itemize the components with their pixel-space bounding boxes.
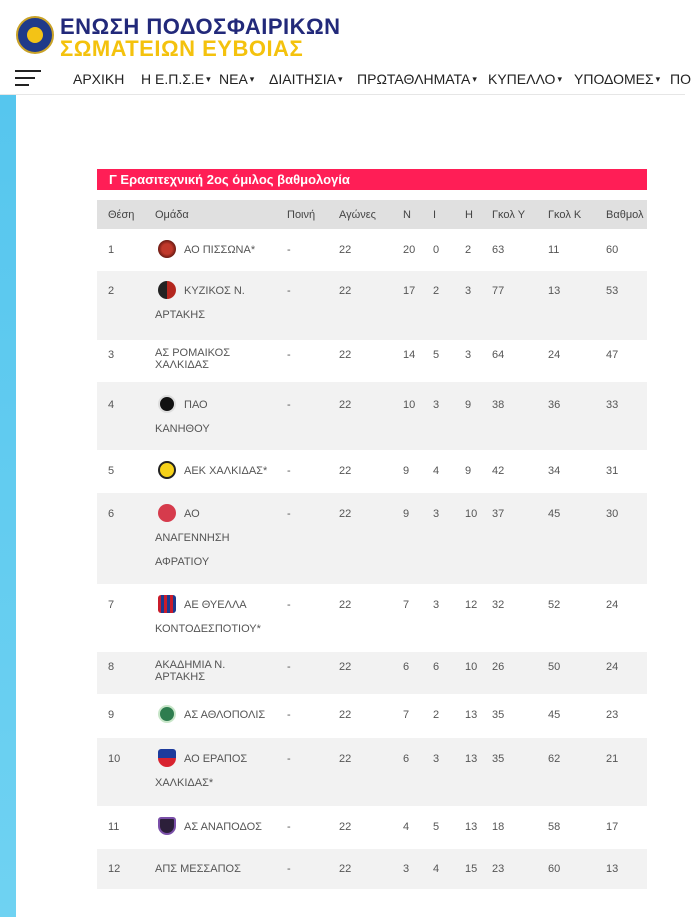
wins-cell: 17 [403,285,416,297]
points-cell: 53 [606,285,619,297]
nav-cup[interactable] [488,71,562,87]
penalty-cell: - [287,821,291,833]
table-row[interactable] [97,652,647,694]
team-name[interactable]: ΑΡΤΑΚΗΣ [155,671,205,683]
site-title-line1[interactable]: ΕΝΩΣΗ ΠΟΔΟΣΦΑΙΡΙΚΩΝ [60,14,341,39]
team-name[interactable]: ΑΕ ΘΥΕΛΛΑ [184,599,247,611]
draws-cell: 5 [433,349,440,361]
position-cell: 4 [108,399,115,411]
yellow-eagle-crest-icon [158,461,176,479]
chevron-down-icon: ▾ [249,74,255,84]
points-cell: 33 [606,399,619,411]
points-cell: 24 [606,661,619,673]
red-black-crest-icon [158,281,176,299]
col-losses-header: Η [465,209,473,221]
table-row[interactable] [97,738,647,806]
goals-against-cell: 58 [548,821,561,833]
penalty-cell: - [287,661,291,673]
col-position-header: Θέση [108,209,135,221]
wins-cell: 9 [403,465,410,477]
played-cell: 22 [339,508,352,520]
goals-for-cell: 37 [492,508,505,520]
position-cell: 9 [108,709,115,721]
goals-for-cell: 77 [492,285,505,297]
nav-more[interactable] [670,71,691,87]
wins-cell: 7 [403,709,410,721]
goals-against-cell: 45 [548,709,561,721]
losses-cell: 3 [465,349,472,361]
wins-cell: 9 [403,508,410,520]
position-cell: 2 [108,285,115,297]
position-cell: 8 [108,661,115,673]
chevron-down-icon: ▾ [338,74,343,84]
team-name[interactable]: ΑΟ ΠΙΣΣΩΝΑ* [184,244,256,256]
goals-against-cell: 11 [548,244,560,256]
col-draws-header: Ι [433,209,437,221]
wins-cell: 6 [403,661,410,673]
table-row[interactable] [97,493,647,584]
nav-label: Η Ε.Π.Σ.Ε [141,71,205,87]
nav-label: ΝΕΑ [219,71,248,87]
position-cell: 10 [108,753,121,765]
col-goals-for-header: Γκολ Υ [492,209,526,221]
played-cell: 22 [339,244,352,256]
table-row[interactable] [97,694,647,738]
penalty-cell: - [287,244,291,256]
played-cell: 22 [339,753,352,765]
team-name[interactable]: ΚΟΝΤΟΔΕΣΠΟΤΙΟΥ* [155,623,261,635]
team-name[interactable]: ΑΟ ΕΡΑΠΟΣ [184,753,248,765]
losses-cell: 9 [465,465,472,477]
nav-championships[interactable] [357,71,477,87]
draws-cell: 3 [433,508,440,520]
goals-for-cell: 35 [492,709,505,721]
position-cell: 5 [108,465,115,477]
position-cell: 7 [108,599,115,611]
goals-against-cell: 62 [548,753,561,765]
team-name[interactable]: ΚΑΝΗΘΟΥ [155,423,210,435]
played-cell: 22 [339,821,352,833]
wins-cell: 10 [403,399,416,411]
chevron-down-icon: ▾ [472,74,477,84]
goals-against-cell: 13 [548,285,561,297]
nav-news[interactable] [219,71,254,87]
goals-against-cell: 60 [548,863,561,875]
blue-red-shield-crest-icon [158,749,176,767]
table-row[interactable] [97,849,647,889]
losses-cell: 12 [465,599,478,611]
red-dragon-crest-icon [158,240,176,258]
table-row[interactable] [97,340,647,382]
losses-cell: 9 [465,399,472,411]
losses-cell: 15 [465,863,478,875]
red-blue-striped-crest-icon [158,595,176,613]
penalty-cell: - [287,753,291,765]
draws-cell: 2 [433,285,440,297]
team-name[interactable]: ΑΦΡΑΤΙΟΥ [155,556,210,568]
losses-cell: 3 [465,285,472,297]
col-goals-against-header: Γκολ Κ [548,209,582,221]
left-accent-strip [0,95,16,917]
penalty-cell: - [287,863,291,875]
team-name[interactable]: ΑΡΤΑΚΗΣ [155,309,205,321]
points-cell: 31 [606,465,619,477]
chevron-down-icon: ▾ [655,74,661,84]
team-name[interactable]: ΧΑΛΚΙΔΑΣ [155,359,209,371]
nav-label: ΚΥΠΕΛΛΟ [488,71,556,87]
penalty-cell: - [287,709,291,721]
draws-cell: 0 [433,244,440,256]
penalty-cell: - [287,465,291,477]
points-cell: 60 [606,244,619,256]
played-cell: 22 [339,465,352,477]
points-cell: 47 [606,349,619,361]
team-name[interactable]: ΑΟ [184,508,200,520]
penalty-cell: - [287,508,291,520]
nav-label: ΥΠΟΔΟΜΕΣ [574,71,654,87]
penalty-cell: - [287,399,291,411]
standings-title: Γ Ερασιτεχνική 2ος όμιλος βαθμολογία [97,169,647,190]
played-cell: 22 [339,599,352,611]
nav-epse[interactable] [141,71,211,87]
draws-cell: 2 [433,709,440,721]
table-row[interactable] [97,382,647,450]
col-wins-header: Ν [403,209,411,221]
main-navigation [0,64,691,95]
goals-for-cell: 18 [492,821,505,833]
chevron-down-icon: ▾ [557,74,562,84]
points-cell: 23 [606,709,619,721]
goals-for-cell: 63 [492,244,505,256]
black-bird-crest-icon [158,395,176,413]
losses-cell: 13 [465,709,478,721]
goals-for-cell: 35 [492,753,505,765]
hamburger-menu-icon[interactable] [15,70,41,88]
played-cell: 22 [339,285,352,297]
position-cell: 11 [108,821,120,833]
goals-against-cell: 50 [548,661,561,673]
team-name[interactable]: ΑΣ ΑΝΑΠΟΔΟΣ [184,821,262,833]
draws-cell: 5 [433,821,440,833]
goals-against-cell: 34 [548,465,561,477]
table-row[interactable] [97,271,647,340]
points-cell: 21 [606,753,619,765]
table-row[interactable] [97,229,647,271]
table-row[interactable] [97,806,647,849]
chevron-down-icon: ▾ [206,74,211,84]
draws-cell: 4 [433,863,440,875]
table-header-row [97,200,647,229]
nav-home[interactable] [73,71,124,87]
red-a-crest-icon [158,504,176,522]
team-name[interactable]: ΑΣ ΡΟΜΑΙΚΟΣ [155,347,230,359]
draws-cell: 3 [433,599,440,611]
site-header [0,0,685,65]
team-name[interactable]: ΑΕΚ ΧΑΛΚΙΔΑΣ* [184,465,268,477]
nav-refereeing[interactable] [269,71,343,87]
nav-infrastructure[interactable] [574,71,660,87]
goals-for-cell: 26 [492,661,505,673]
green-crest-icon [158,705,176,723]
penalty-cell: - [287,285,291,297]
wins-cell: 3 [403,863,410,875]
played-cell: 22 [339,863,352,875]
penalty-cell: - [287,599,291,611]
wins-cell: 4 [403,821,410,833]
goals-against-cell: 36 [548,399,561,411]
losses-cell: 10 [465,661,478,673]
nav-label: ΠΟ [670,71,691,87]
position-cell: 1 [108,244,115,256]
team-name[interactable]: ΑΣ ΑΘΛΟΠΟΛΙΣ [184,709,266,721]
nav-label: ΑΡΧΙΚΗ [73,71,125,87]
col-penalty-header: Ποινή [287,209,316,221]
col-team-header: Ομάδα [155,209,189,221]
position-cell: 3 [108,349,115,361]
wins-cell: 14 [403,349,416,361]
wins-cell: 7 [403,599,410,611]
site-title-line2[interactable]: ΣΩΜΑΤΕΙΩΝ ΕΥΒΟΙΑΣ [60,36,304,61]
standings-table [97,200,647,889]
draws-cell: 6 [433,661,440,673]
losses-cell: 13 [465,821,478,833]
team-name[interactable]: ΧΑΛΚΙΔΑΣ* [155,777,214,789]
col-played-header: Αγώνες [339,209,376,221]
nav-label: ΔΙΑΙΤΗΣΙΑ [269,71,337,87]
nav-label: ΠΡΩΤΑΘΛΗΜΑΤΑ [357,71,471,87]
team-name[interactable]: ΠΑΟ [184,399,208,411]
goals-against-cell: 24 [548,349,561,361]
points-cell: 24 [606,599,619,611]
points-cell: 30 [606,508,619,520]
losses-cell: 2 [465,244,472,256]
played-cell: 22 [339,399,352,411]
team-name[interactable]: ΚΥΖΙΚΟΣ Ν. [184,285,245,297]
team-name[interactable]: ΑΠΣ ΜΕΣΣΑΠΟΣ [155,863,241,875]
purple-shield-crest-icon [158,817,176,835]
played-cell: 22 [339,661,352,673]
goals-for-cell: 42 [492,465,505,477]
team-name[interactable]: ΑΚΑΔΗΜΙΑ Ν. [155,659,226,671]
played-cell: 22 [339,709,352,721]
points-cell: 17 [606,821,619,833]
points-cell: 13 [606,863,619,875]
draws-cell: 3 [433,399,440,411]
team-name[interactable]: ΑΝΑΓΕΝΝΗΣΗ [155,532,230,544]
penalty-cell: - [287,349,291,361]
goals-against-cell: 45 [548,508,561,520]
losses-cell: 10 [465,508,478,520]
position-cell: 12 [108,863,121,875]
position-cell: 6 [108,508,115,520]
table-row[interactable] [97,450,647,493]
goals-for-cell: 64 [492,349,505,361]
col-points-header: Βαθμολ [606,209,644,221]
table-row[interactable] [97,584,647,652]
goals-against-cell: 52 [548,599,561,611]
federation-logo-icon[interactable] [16,16,54,54]
draws-cell: 4 [433,465,440,477]
draws-cell: 3 [433,753,440,765]
losses-cell: 13 [465,753,478,765]
played-cell: 22 [339,349,352,361]
goals-for-cell: 32 [492,599,505,611]
goals-for-cell: 38 [492,399,505,411]
wins-cell: 6 [403,753,410,765]
wins-cell: 20 [403,244,416,256]
goals-for-cell: 23 [492,863,505,875]
